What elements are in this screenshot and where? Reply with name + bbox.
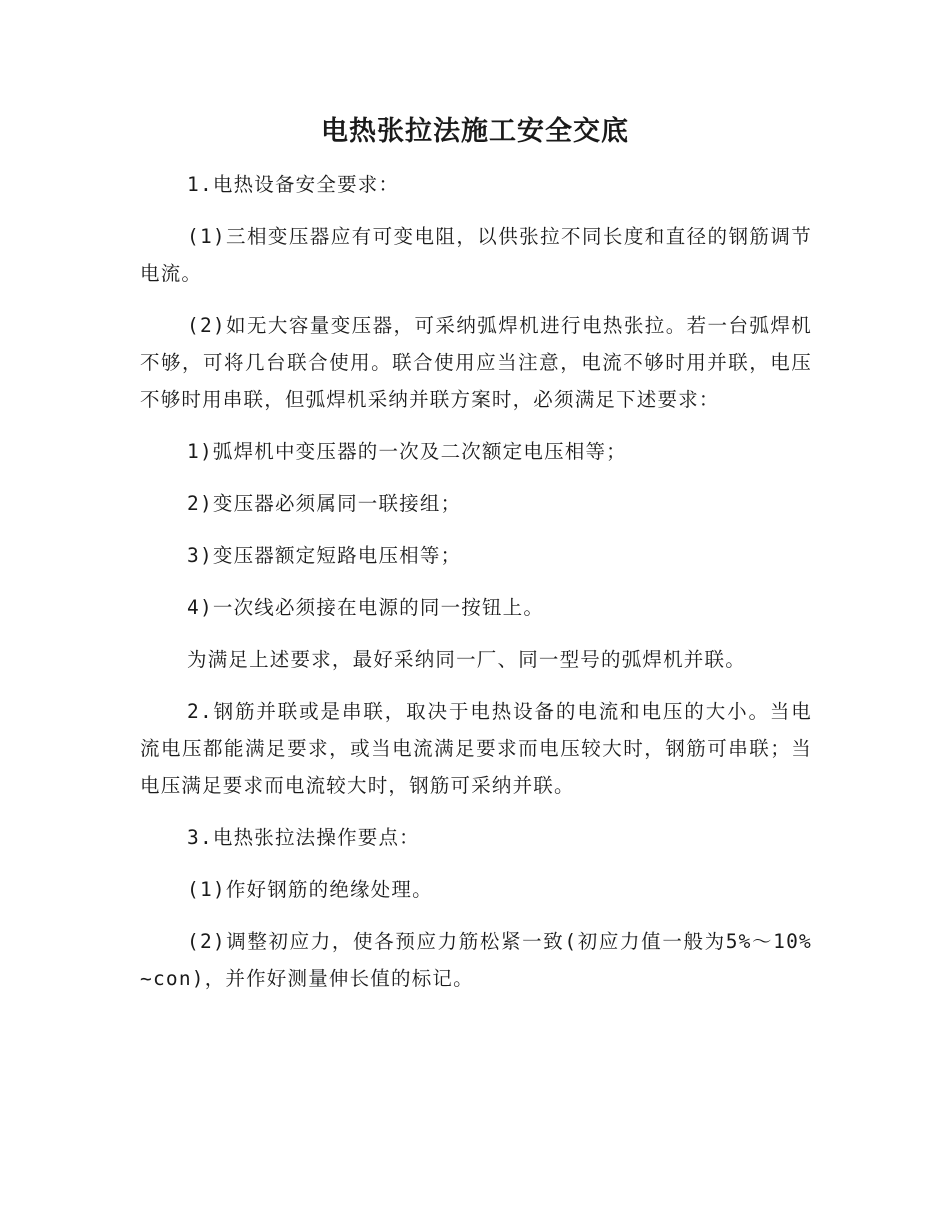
- paragraph: 1)弧焊机中变压器的一次及二次额定电压相等；: [187, 440, 627, 463]
- paragraph: 1.电热设备安全要求：: [187, 173, 400, 196]
- paragraph: 为满足上述要求，最好采纳同一厂、同一型号的弧焊机并联。: [187, 648, 746, 671]
- paragraph: (2)如无大容量变压器，可采纳弧焊机进行电热张拉。若一台弧焊机不够，可将几台联合使用。联合使用应当注意，电流不够时用并联，电压不够时用串联，但弧焊机采纳并联方案时，必须满足下述要求：: [140, 314, 812, 411]
- paragraph: 2)变压器必须属同一联接组；: [187, 492, 462, 515]
- paragraph: 3)变压器额定短路电压相等；: [187, 544, 462, 567]
- paragraph: (2)调整初应力，使各预应力筋松紧一致(初应力值一般为5%～10%~con)，并作好测量伸长值的标记。: [140, 930, 812, 990]
- document-body: [140, 166, 812, 1012]
- paragraph: 4)一次线必须接在电源的同一按钮上。: [187, 596, 545, 619]
- paragraph: (1)三相变压器应有可变电阻，以供张拉不同长度和直径的钢筋调节电流。: [140, 225, 812, 285]
- paragraph: 3.电热张拉法操作要点：: [187, 826, 420, 849]
- paragraph: 2.钢筋并联或是串联，取决于电热设备的电流和电压的大小。当电流电压都能满足要求，或当电流满足要求而电压较大时，钢筋可串联；当电压满足要求而电流较大时，钢筋可采纳并联。: [140, 700, 812, 797]
- document-title: 电热张拉法施工安全交底: [321, 116, 629, 147]
- paragraph: (1)作好钢筋的绝缘处理。: [187, 878, 433, 901]
